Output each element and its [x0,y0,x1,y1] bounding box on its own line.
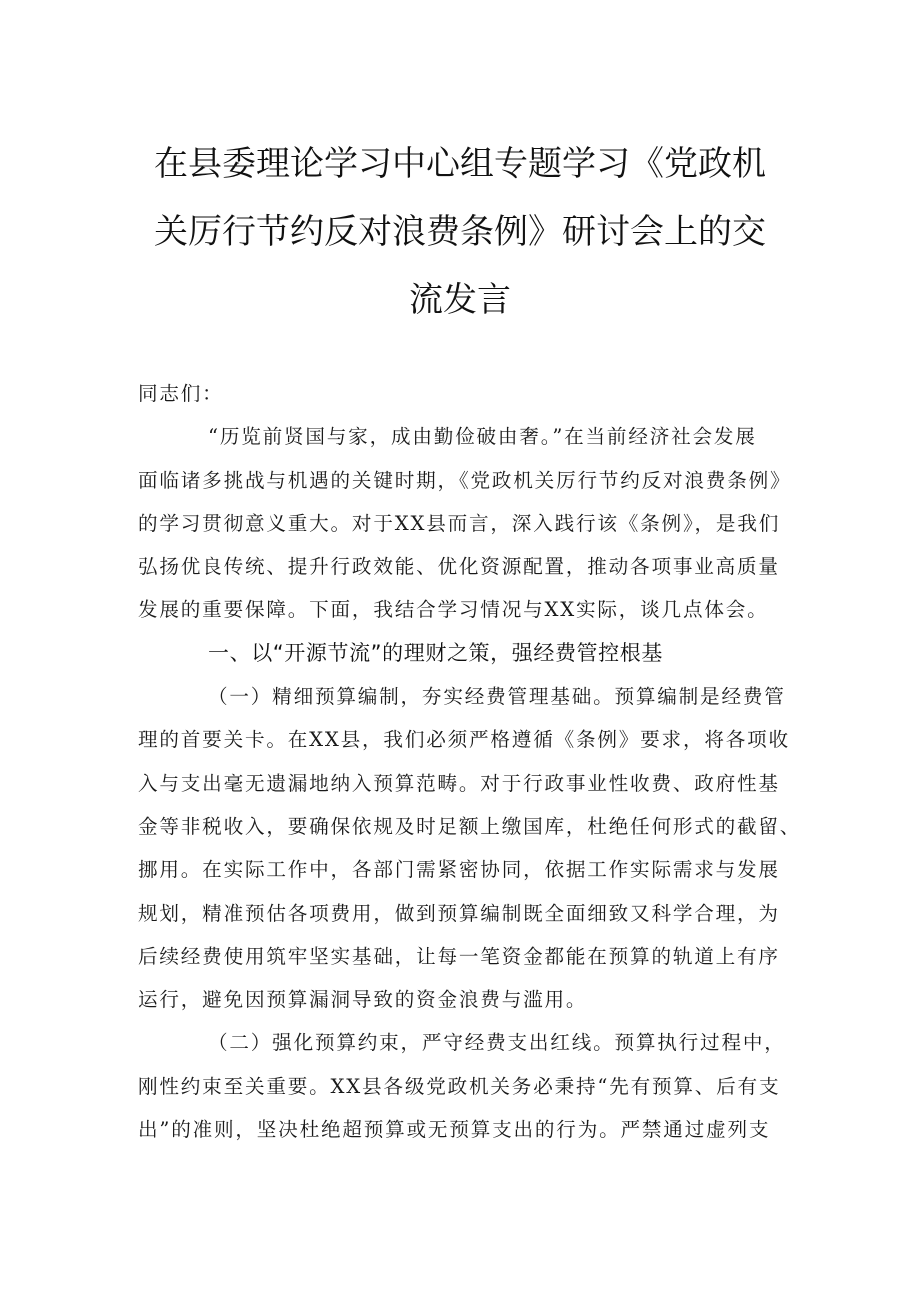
paragraph-line: 理的首要关卡。在XX县，我们必须严格遵循《条例》要求，将各项收 [138,728,790,752]
subsection-2-paragraph [138,1021,790,1151]
paragraph-line: 的学习贯彻意义重大。对于XX县而言，深入践行该《条例》，是我们 [138,511,781,535]
paragraph-line: 金等非税收入，要确保依规及时足额上缴国库，杜绝任何形式的截留、 [138,814,802,838]
paragraph-line: “历览前贤国与家，成由勤俭破由奢。”在当前经济社会发展 [208,425,757,449]
document-body [138,372,802,1151]
document-title [120,130,800,334]
paragraph-line: 发展的重要保障。下面，我结合学习情况与XX实际，谈几点体会。 [138,598,769,622]
intro-paragraph [138,415,790,631]
paragraph-line: 面临诸多挑战与机遇的关键时期，《党政机关厉行节约反对浪费条例》 [138,468,792,492]
paragraph-line: （二）强化预算约束，严守经费支出红线。预算执行过程中， [208,1031,786,1055]
subsection-1-paragraph [138,675,802,1021]
paragraph-line: （一）精细预算编制，夯实经费管理基础。预算编制是经费管 [208,685,786,709]
paragraph-line: 出”的准则，坚决杜绝超预算或无预算支出的行为。严禁通过虚列支 [138,1118,771,1142]
paragraph-line: 后续经费使用筑牢坚实基础，让每一笔资金都能在预算的轨道上有序 [138,944,780,968]
title-line: 关厉行节约反对浪费条例》研讨会上的交 [154,212,766,252]
paragraph-line: 弘扬优良传统、提升行政效能、优化资源配置，推动各项事业高质量 [138,555,780,579]
section-heading: 一、以“开源节流”的理财之策，强经费管控根基 [208,640,663,665]
title-line: 流发言 [409,280,511,320]
paragraph-line: 刚性约束至关重要。XX县各级党政机关务必秉持“先有预算、后有支 [138,1074,781,1098]
title-line: 在县委理论学习中心组专题学习《党政机 [154,144,766,184]
paragraph-line: 挪用。在实际工作中，各部门需紧密协同，依据工作实际需求与发展 [138,858,780,882]
paragraph-line: 运行，避免因预算漏洞导致的资金浪费与滥用。 [138,988,588,1012]
salutation: 同志们： [138,382,224,405]
paragraph-line: 规划，精准预估各项费用，做到预算编制既全面细致又科学合理，为 [138,901,780,925]
paragraph-line: 入与支出毫无遗漏地纳入预算范畴。对于行政事业性收费、政府性基 [138,771,780,795]
